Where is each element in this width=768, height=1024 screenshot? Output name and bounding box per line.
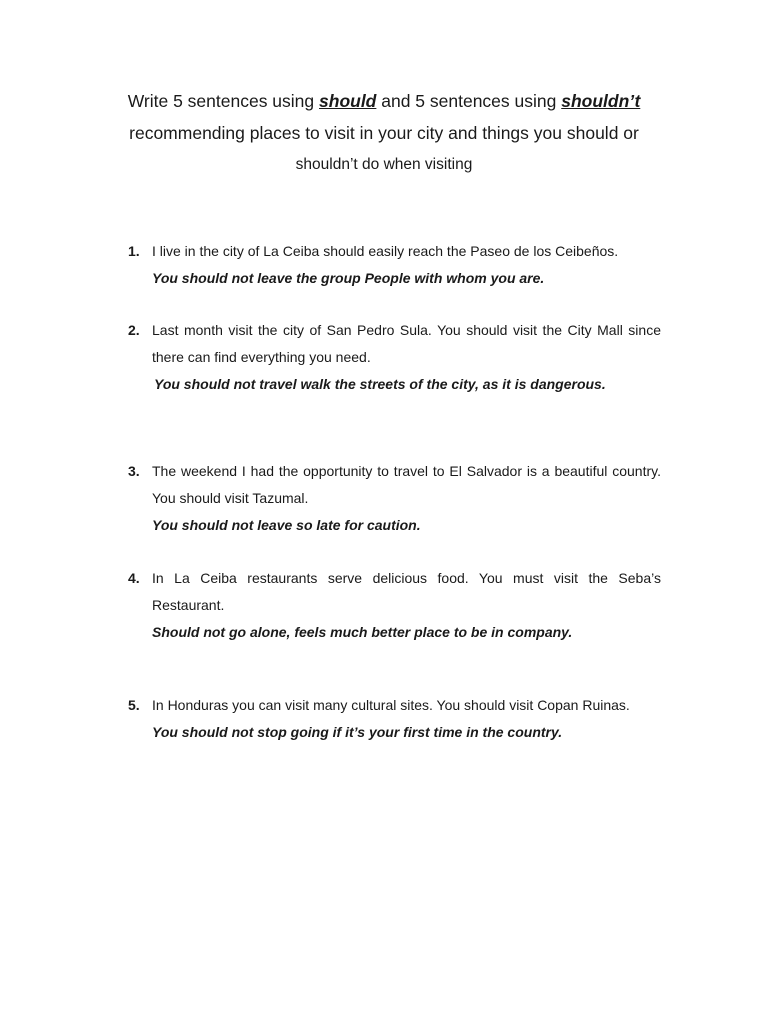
item-sentence: The weekend I had the opportunity to travel to El Salvador is a beautiful country. You should visit Tazumal.: [152, 463, 661, 506]
instructions-line-3: shouldn’t do when visiting: [295, 156, 473, 173]
item-number: 1.: [128, 243, 140, 259]
instructions-text: Write 5 sentences using: [127, 91, 320, 111]
instructions-text: and 5 sentences using: [376, 91, 562, 111]
item-number: 4.: [128, 570, 140, 586]
item-negative-sentence: You should not leave so late for caution.: [152, 517, 421, 533]
instructions-line-1: [60, 90, 708, 112]
item-negative-sentence: You should not stop going if it’s your first time in the country.: [152, 724, 563, 740]
instructions-line-2: recommending places to visit in your city and things you should or: [129, 123, 639, 143]
keyword-should: should: [319, 91, 377, 111]
item-body: [152, 317, 661, 398]
item-body: [152, 458, 661, 539]
item-sentence: Last month visit the city of San Pedro Sula. You should visit the City Mall since there can find everything you need.: [152, 322, 661, 365]
item-sentence: In Honduras you can visit many cultural sites. You should visit Copan Ruinas.: [152, 697, 630, 713]
item-negative-sentence: Should not go alone, feels much better place to be in company.: [152, 624, 573, 640]
item-number: 2.: [128, 322, 140, 338]
item-number: 5.: [128, 697, 140, 713]
item-negative-sentence: You should not leave the group People with whom you are.: [152, 270, 545, 286]
item-body: [152, 565, 661, 646]
keyword-shouldnt: shouldn’t: [561, 91, 641, 111]
item-body: [152, 238, 661, 292]
item-sentence: I live in the city of La Ceiba should easily reach the Paseo de los Ceibeños.: [152, 243, 619, 259]
item-sentence: In La Ceiba restaurants serve delicious food. You must visit the Seba’s Restaurant.: [152, 570, 661, 613]
item-number: 3.: [128, 463, 140, 479]
item-body: [152, 692, 661, 746]
item-negative-sentence: You should not travel walk the streets of the city, as it is dangerous.: [154, 376, 606, 392]
